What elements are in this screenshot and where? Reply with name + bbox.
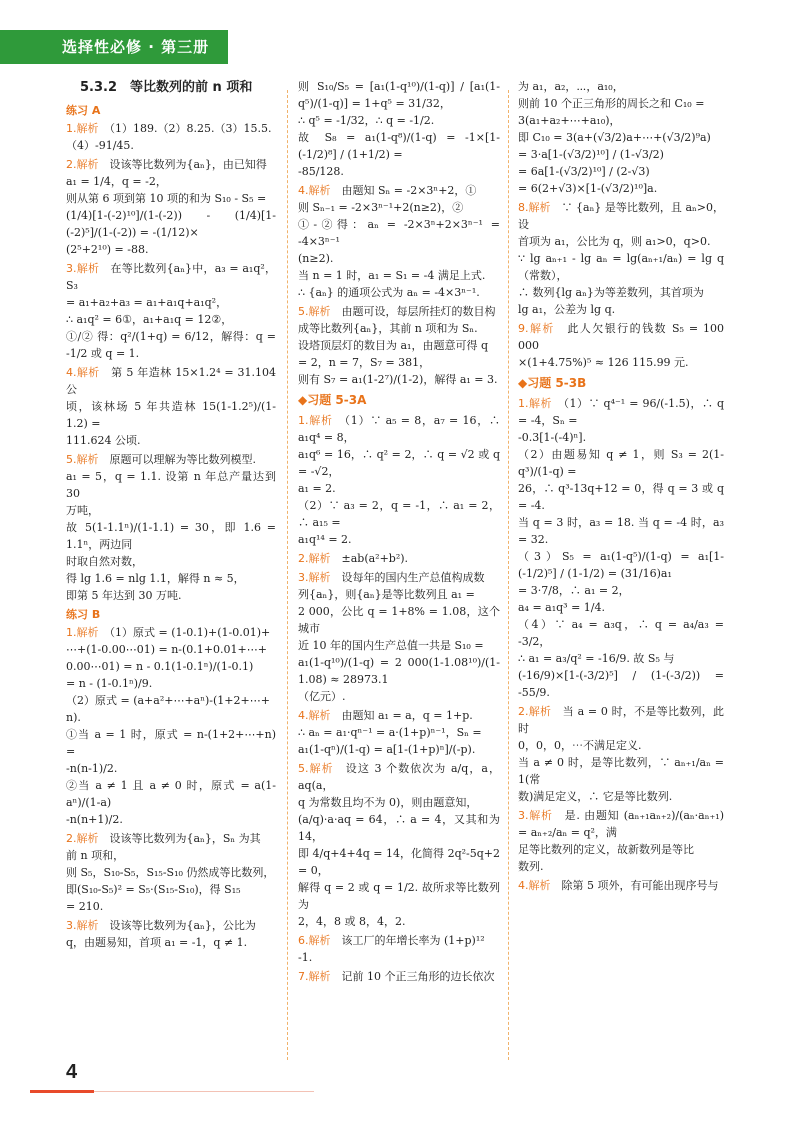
answer-line — [298, 354, 500, 371]
answer-item — [66, 364, 280, 449]
answer-label: 8.解析 — [518, 201, 551, 214]
answer-line — [66, 260, 276, 294]
answer-label: 3.解析 — [66, 919, 99, 932]
answer-line — [298, 320, 500, 337]
answer-text: 由题知 Sₙ = -2×3ⁿ+2，① — [341, 184, 477, 197]
answer-text: 由题知 a₁ = a，q = 1+p. — [341, 709, 473, 722]
answer-line — [66, 847, 276, 864]
answer-label: 2.解析 — [298, 552, 331, 565]
answer-text: 前 n 项和， — [66, 849, 125, 862]
answer-text: 故 5(1-1.1ⁿ)/(1-1.1) = 30，即 1.6 = 1.1ⁿ，两边同 — [66, 521, 280, 551]
answer-line — [518, 616, 728, 650]
answer-label: 5.解析 — [66, 453, 99, 466]
answer-line — [298, 760, 500, 794]
answer-line — [518, 95, 724, 112]
answer-text: = 2，n = 7，S₇ = 381， — [298, 356, 431, 369]
answer-label: 9.解析 — [518, 322, 555, 335]
answer-text: 则 Sₙ₋₁ = -2×3ⁿ⁻¹+2(n≥2)，② — [298, 201, 464, 214]
answer-text: 设塔顶层灯的数目为 a₁，由题意可得 q — [298, 339, 489, 352]
answer-label: 4.解析 — [66, 366, 100, 379]
answer-text: a₁ = 1/4，q = -2， — [66, 175, 167, 188]
answer-line — [298, 932, 500, 949]
answer-text: (a/q)·a·aq = 64，∴ a = 4，又其和为 14， — [298, 813, 504, 843]
answer-text: (2⁵+2¹⁰) = -88. — [66, 243, 149, 256]
exercise-heading: 练习 B — [66, 608, 101, 621]
answer-text: = 3·7/8，∴ a₁ = 2， — [518, 584, 630, 597]
answer-text: 原题可以理解为等比数列模型. — [109, 453, 256, 466]
answer-item — [66, 830, 276, 915]
answer-text: a₁q⁶ = 16，∴ q² = 2，∴ q = √2 或 q = -√2， — [298, 448, 504, 478]
answer-text: 26，∴ q³-13q+12 = 0，得 q = 3 或 q = -4. — [518, 482, 728, 512]
answer-line — [518, 548, 724, 582]
answer-text: 即(S₁₀-S₅)² = S₅·(S₁₅-S₁₀)，得 S₁₅ — [66, 883, 241, 896]
answer-line — [298, 337, 500, 354]
answer-text: (-16/9)×[1-(-3/2)⁵] / (1-(-3/2)) = -55/9. — [518, 669, 728, 699]
answer-text: lg a₁，公差为 lg q. — [518, 303, 616, 316]
answer-text: ∴ aₙ = a₁·qⁿ⁻¹ = a·(1+p)ⁿ⁻¹，Sₙ = — [298, 726, 482, 739]
answer-text: 设每年的国内生产总值构成数 — [341, 571, 485, 584]
answer-item — [518, 703, 728, 805]
answer-line — [66, 207, 276, 241]
answer-text: a₁q¹⁴ = 2. — [298, 533, 352, 546]
answer-text: 为 a₁，a₂，⋯，a₁₀， — [518, 80, 624, 93]
answer-text: = a₁+a₂+a₃ = a₁+a₁q+a₁q²， — [66, 296, 228, 309]
answer-item — [298, 182, 504, 301]
answer-line — [298, 586, 500, 603]
answer-line — [298, 794, 500, 811]
answer-item — [518, 78, 724, 197]
answer-text: 设该等比数列为{aₙ}，公比为 — [109, 919, 256, 932]
column-1 — [66, 78, 280, 1088]
answer-line — [66, 760, 276, 777]
answer-item — [298, 303, 500, 388]
answer-text: 列{aₙ}，则{aₙ}是等比数列且 a₁ = — [298, 588, 475, 601]
answer-line — [66, 726, 280, 760]
answer-line — [298, 216, 504, 250]
answer-text: q 为常数且均不为 0)，则由题意知， — [298, 796, 478, 809]
answer-label: 3.解析 — [518, 809, 553, 822]
answer-line — [518, 429, 724, 446]
answer-line — [298, 949, 500, 966]
answer-line — [66, 811, 276, 828]
answer-label: 4.解析 — [518, 879, 551, 892]
answer-text: a₁(1-q¹⁰)/(1-q) = 2 000(1-1.08¹⁰)/(1-1.08) ≈ 28973.1 — [298, 656, 500, 686]
answer-line — [518, 320, 728, 354]
answer-text: （4）-91/45. — [66, 139, 134, 152]
answer-text: （2）原式 = (a+a²+⋯+aⁿ)-(1+2+⋯+ — [66, 694, 270, 707]
answer-line — [66, 156, 276, 173]
answer-line — [66, 553, 276, 570]
answer-text: = 6a[1-(√3/2)¹⁰] / (2-√3) — [518, 165, 650, 178]
answer-line — [298, 654, 500, 688]
answer-label: 2.解析 — [66, 832, 99, 845]
answer-line — [518, 514, 728, 548]
answer-text: ∵ lg aₙ₊₁ - lg aₙ = lg(aₙ₊₁/aₙ) = lg q（常数）， — [518, 252, 724, 282]
answer-text: 该工厂的年增长率为 (1+p)¹² — [341, 934, 485, 947]
answer-text: = 210. — [66, 900, 104, 913]
answer-text: = 6(2+√3)×[1-(√3/2)¹⁰]a. — [518, 182, 658, 195]
answer-line — [518, 582, 724, 599]
answer-text: 设这 3 个数依次为 a/q，a，aq(a， — [298, 762, 501, 792]
answer-text: -n(n-1)/2. — [66, 762, 118, 775]
answer-line — [518, 737, 724, 754]
answer-line — [518, 754, 728, 788]
answer-line — [66, 692, 276, 709]
answer-line — [298, 688, 500, 705]
answer-label: 4.解析 — [298, 709, 331, 722]
answer-line — [66, 658, 276, 675]
answer-text: 则前 10 个正三角形的周长之和 C₁₀ = — [518, 97, 705, 110]
problem-set-heading: ◆习题 5-3B — [518, 376, 587, 390]
answer-item — [298, 707, 500, 758]
answer-text: ①当 a = 1 时，原式 = n-(1+2+⋯+n) = — [66, 728, 280, 758]
column-divider — [287, 90, 288, 1060]
answer-text: a₁ = 2. — [298, 482, 336, 495]
page-number-underline — [30, 1090, 94, 1093]
answer-text: 万吨， — [66, 504, 99, 517]
answer-text: -0.3[1-(-4)ⁿ]. — [518, 431, 587, 444]
answer-text: 时取自然对数， — [66, 555, 143, 568]
answer-item — [518, 199, 724, 318]
answer-label: 1.解析 — [66, 122, 99, 135]
answer-text: 成等比数列{aₙ}，其前 n 项和为 Sₙ. — [298, 322, 478, 335]
answer-line — [518, 250, 724, 284]
answer-text: 则 S₁₀/S₅ = [a₁(1-q¹⁰)/(1-q)] / [a₁(1-q⁵)/(1-q)] = 1+q⁵ = 31/32， — [298, 80, 500, 110]
answer-text: -85/128. — [298, 165, 344, 178]
answer-line — [518, 180, 724, 197]
answer-line — [298, 199, 500, 216]
answer-label: 3.解析 — [66, 262, 100, 275]
answer-text: （3）S₅ = a₁(1-q⁵)/(1-q) = a₁[1-(-1/2)⁵] / (1-1/2) = (31/16)a₁ — [518, 550, 724, 580]
answer-text: 顷，该林场 5 年共造林 15(1-1.2⁵)/(1-1.2) = — [66, 400, 276, 430]
answer-text: 由题可设，每层所挂灯的数目构 — [341, 305, 496, 318]
answer-line — [518, 650, 724, 667]
answer-text: ①/② 得：q²/(1+q) = 6/12，解得：q = -1/2 或 q = 1. — [66, 330, 280, 360]
answer-line — [298, 913, 500, 930]
answer-text: 设该等比数列为{aₙ}，由已知得 — [109, 158, 267, 171]
answer-line — [66, 451, 276, 468]
answer-line — [66, 881, 276, 898]
answer-line — [518, 446, 724, 480]
answer-label: 5.解析 — [298, 762, 334, 775]
answer-line — [298, 112, 500, 129]
answer-line — [518, 480, 728, 514]
page-number: 4 — [66, 1061, 78, 1083]
answer-line — [298, 371, 500, 388]
answer-line — [518, 233, 724, 250]
answer-line — [518, 841, 724, 858]
answer-text: 足等比数列的定义，故新数列是等比 — [518, 843, 694, 856]
answer-item — [66, 624, 280, 828]
answer-line — [298, 879, 500, 913]
answer-line — [298, 569, 500, 586]
answer-line — [518, 78, 724, 95]
answer-item — [298, 569, 500, 705]
answer-line — [518, 788, 724, 805]
answer-line — [66, 570, 276, 587]
answer-line — [298, 446, 504, 480]
answer-item — [66, 451, 280, 604]
answer-item — [298, 968, 500, 985]
answer-line — [298, 480, 500, 497]
answer-text: 111.624 公顷. — [66, 434, 141, 447]
answer-line — [66, 241, 276, 258]
answer-line — [66, 468, 280, 502]
answer-text: 2 000，公比 q = 1+8% = 1.08，这个城市 — [298, 605, 500, 635]
answer-line — [298, 811, 504, 845]
answer-text: a₁ = 5，q = 1.1. 设第 n 年总产量达到 30 — [66, 470, 280, 500]
footer-rule — [94, 1091, 314, 1092]
answer-text: -n(n+1)/2. — [66, 813, 123, 826]
answer-line — [66, 830, 276, 847]
answer-line — [66, 294, 276, 311]
answer-text: ×(1+4.75%)⁵ ≈ 126 115.99 元. — [518, 356, 689, 369]
answer-text: 数列. — [518, 860, 544, 873]
answer-line — [298, 129, 500, 163]
answer-text: 2，4，8 或 8，4，2. — [298, 915, 406, 928]
answer-text: 当 q = 3 时，a₃ = 18. 当 q = -4 时，a₃ = 32. — [518, 516, 728, 546]
answer-line — [298, 303, 500, 320]
answer-text: （1）原式 = (1-0.1)+(1-0.01)+ — [109, 626, 271, 639]
answer-text: 故 S₈ = a₁(1-q⁸)/(1-q) = -1×[1-(-1/2)⁸] / (1+1/2) = — [298, 131, 500, 161]
answer-label: 1.解析 — [66, 626, 99, 639]
answer-line — [66, 917, 276, 934]
answer-line — [66, 624, 276, 641]
answer-line — [66, 173, 276, 190]
answer-text: 得 lg 1.6 = nlg 1.1，解得 n ≈ 5， — [66, 572, 245, 585]
answer-line — [66, 641, 276, 658]
answer-text: 是. 由题知 (aₙ₊₁aₙ₊₂)/(aₙ·aₙ₊₁) = aₙ₊₂/aₙ = q²，满 — [518, 809, 728, 839]
answer-label: 7.解析 — [298, 970, 331, 983]
answer-text: q，由题易知，首项 a₁ = -1，q ≠ 1. — [66, 936, 248, 949]
answer-text: ∴ q⁵ = -1/32，∴ q = -1/2. — [298, 114, 435, 127]
answer-line — [298, 531, 500, 548]
answer-text: （1）189.（2）8.25.（3）15.5. — [109, 122, 272, 135]
answer-line — [518, 354, 724, 371]
answer-item — [518, 807, 728, 875]
answer-text: ∴ a₁q² = 6①，a₁+a₁q = 12②， — [66, 313, 233, 326]
answer-item — [298, 78, 500, 180]
answer-item — [518, 395, 728, 701]
answer-text: 第 5 年造林 15×1.2⁴ = 31.104 公 — [66, 366, 280, 396]
answer-item — [298, 932, 500, 966]
section-title: 5.3.2 等比数列的前 n 项和 — [80, 80, 253, 95]
header-band — [0, 30, 228, 64]
answer-line — [66, 519, 280, 553]
book-title: 选择性必修 · 第三册 — [62, 37, 210, 56]
answer-label: 6.解析 — [298, 934, 331, 947]
answer-line — [66, 432, 276, 449]
answer-text: （1）∵ a₅ = 8，a₇ = 16，∴ a₁q⁴ = 8， — [298, 414, 504, 444]
answer-label: 2.解析 — [518, 705, 552, 718]
answer-item — [66, 120, 276, 154]
answer-line — [518, 807, 728, 841]
answer-item — [518, 320, 728, 371]
answer-text: （亿元）. — [298, 690, 346, 703]
answer-line — [66, 190, 276, 207]
answer-item — [66, 917, 276, 951]
answer-text: 当 a = 0 时，不是等比数列，此时 — [518, 705, 725, 735]
answer-line — [518, 667, 728, 701]
answer-text: 此人欠银行的钱数 S₅ = 100 000 — [518, 322, 728, 352]
answer-text: ②当 a ≠ 1 且 a ≠ 0 时，原式 = a(1-aⁿ)/(1-a) — [66, 779, 276, 809]
answer-line — [298, 182, 500, 199]
answer-line — [518, 199, 724, 233]
answer-text: ①-②得：aₙ = -2×3ⁿ+2×3ⁿ⁻¹ = -4×3ⁿ⁻¹ — [298, 218, 504, 248]
answer-line — [298, 412, 504, 446]
answer-line — [298, 968, 500, 985]
answer-text: 即 4/q+4+4q = 14，化简得 2q²-5q+2 = 0， — [298, 847, 504, 877]
answer-line — [518, 395, 728, 429]
answer-line — [298, 250, 500, 267]
answer-item — [66, 260, 280, 362]
answer-line — [298, 741, 500, 758]
answer-text: 则从第 6 项到第 10 项的和为 S₁₀ - S₅ = — [66, 192, 267, 205]
answer-text: -1. — [298, 951, 313, 964]
answer-line — [66, 587, 276, 604]
answer-line — [66, 934, 276, 951]
answer-label: 2.解析 — [66, 158, 99, 171]
answer-text: 则有 S₇ = a₁(1-2⁷)/(1-2)，解得 a₁ = 3. — [298, 373, 498, 386]
answer-line — [66, 675, 276, 692]
answer-item — [298, 760, 504, 930]
answer-text: 则 S₅，S₁₀-S₅，S₁₅-S₁₀ 仍然成等比数列， — [66, 866, 275, 879]
answer-line — [66, 898, 276, 915]
answer-line — [298, 497, 500, 531]
answer-label: 1.解析 — [298, 414, 333, 427]
answer-label: 1.解析 — [518, 397, 553, 410]
answer-text: = n - (1-0.1ⁿ)/9. — [66, 677, 153, 690]
answer-item — [298, 412, 504, 548]
answer-text: 即第 5 年达到 30 万吨. — [66, 589, 182, 602]
exercise-heading: 练习 A — [66, 104, 101, 117]
answer-line — [298, 845, 504, 879]
column-3 — [518, 78, 728, 1088]
answer-text: = 3·a[1-(√3/2)¹⁰] / (1-√3/2) — [518, 148, 664, 161]
answer-line — [298, 707, 500, 724]
answer-line — [66, 398, 276, 432]
answer-text: 当 a ≠ 0 时，是等比数列，∵ aₙ₊₁/aₙ = 1(常 — [518, 756, 728, 786]
answer-text: ∵ {aₙ} 是等比数列，且 aₙ>0，设 — [518, 201, 724, 231]
answer-line — [518, 146, 724, 163]
answer-line — [298, 724, 500, 741]
answer-text: 数)满足定义，∴ 它是等比数列. — [518, 790, 673, 803]
answer-line — [518, 129, 724, 146]
problem-set-heading: ◆习题 5-3A — [298, 393, 367, 407]
answer-item — [298, 550, 500, 567]
answer-text: 除第 5 项外，有可能出现序号与 — [561, 879, 719, 892]
answer-text: 近 10 年的国内生产总值一共是 S₁₀ = — [298, 639, 484, 652]
answer-item — [518, 877, 724, 894]
answer-text: 设该等比数列为{aₙ}，Sₙ 为其 — [109, 832, 261, 845]
answer-label: 5.解析 — [298, 305, 331, 318]
answer-line — [518, 284, 724, 301]
answer-line — [518, 301, 724, 318]
answer-text: 0.00⋯01) = n - 0.1(1-0.1ⁿ)/(1-0.1) — [66, 660, 254, 673]
answer-text: 当 n = 1 时，a₁ = S₁ = -4 满足上式. — [298, 269, 486, 282]
answer-text: 即 C₁₀ = 3(a+(√3/2)a+⋯+(√3/2)⁹a) — [518, 131, 711, 144]
column-divider — [508, 90, 509, 1060]
answer-text: （2）由题易知 q ≠ 1，则 S₃ = 2(1-q³)/(1-q) = — [518, 448, 724, 478]
answer-line — [66, 137, 276, 154]
answer-line — [298, 163, 500, 180]
answer-line — [66, 777, 276, 811]
answer-text: 0，0，0，⋯不满足定义. — [518, 739, 642, 752]
answer-line — [518, 112, 724, 129]
answer-line — [66, 864, 276, 881]
answer-text: ∴ a₁ = a₃/q² = -16/9. 故 S₅ 与 — [518, 652, 675, 665]
answer-text: 在等比数列{aₙ}中，a₃ = a₁q²，S₃ — [66, 262, 277, 292]
answer-text: ⋯+(1-0.00⋯01) = n-(0.1+0.01+⋯+ — [66, 643, 267, 656]
answer-text: （1）∵ q⁴⁻¹ = 96/(-1.5)，∴ q = -4，Sₙ = — [518, 397, 728, 427]
answer-text: 首项为 a₁，公比为 q，则 a₁>0，q>0. — [518, 235, 711, 248]
answer-line — [298, 637, 500, 654]
answer-line — [518, 703, 724, 737]
answer-line — [298, 603, 500, 637]
answer-line — [298, 78, 500, 112]
answer-line — [66, 120, 276, 137]
answer-line — [518, 163, 724, 180]
answer-line — [298, 550, 500, 567]
answer-line — [298, 284, 500, 301]
answer-text: （2）∵ a₃ = 2，q = -1，∴ a₁ = 2，∴ a₁₅ = — [298, 499, 500, 529]
answer-line — [66, 364, 280, 398]
answer-text: a₄ = a₁q³ = 1/4. — [518, 601, 606, 614]
answer-text: 3(a₁+a₂+⋯+a₁₀)， — [518, 114, 621, 127]
answer-line — [518, 858, 724, 875]
answer-text: (n≥2). — [298, 252, 334, 265]
answer-line — [518, 877, 724, 894]
answer-text: n). — [66, 711, 81, 724]
answer-line — [66, 709, 276, 726]
answer-item — [66, 156, 276, 258]
answer-line — [66, 328, 280, 362]
answer-line — [66, 502, 276, 519]
answer-line — [518, 599, 724, 616]
answer-label: 3.解析 — [298, 571, 331, 584]
answer-text: ∴ 数列{lg aₙ}为等差数列，其首项为 — [518, 286, 704, 299]
answer-text: ∴ {aₙ} 的通项公式为 aₙ = -4×3ⁿ⁻¹. — [298, 286, 480, 299]
answer-text: ±ab(a²+b²). — [341, 552, 409, 565]
answer-text: 解得 q = 2 或 q = 1/2. 故所求等比数列为 — [298, 881, 500, 911]
answer-line — [66, 311, 276, 328]
answer-text: 记前 10 个正三角形的边长依次 — [341, 970, 495, 983]
answer-text: a₁(1-qⁿ)/(1-q) = a[1-(1+p)ⁿ]/(-p). — [298, 743, 476, 756]
answer-text: (1/4)[1-(-2)¹⁰]/(1-(-2)) - (1/4)[1-(-2)⁵]/(1-(-2)) = -(1/12)× — [66, 209, 276, 239]
answer-text: （4）∵ a₄ = a₃q，∴ q = a₄/a₃ = -3/2， — [518, 618, 728, 648]
answer-line — [298, 267, 500, 284]
column-2 — [298, 78, 504, 1088]
answer-label: 4.解析 — [298, 184, 331, 197]
